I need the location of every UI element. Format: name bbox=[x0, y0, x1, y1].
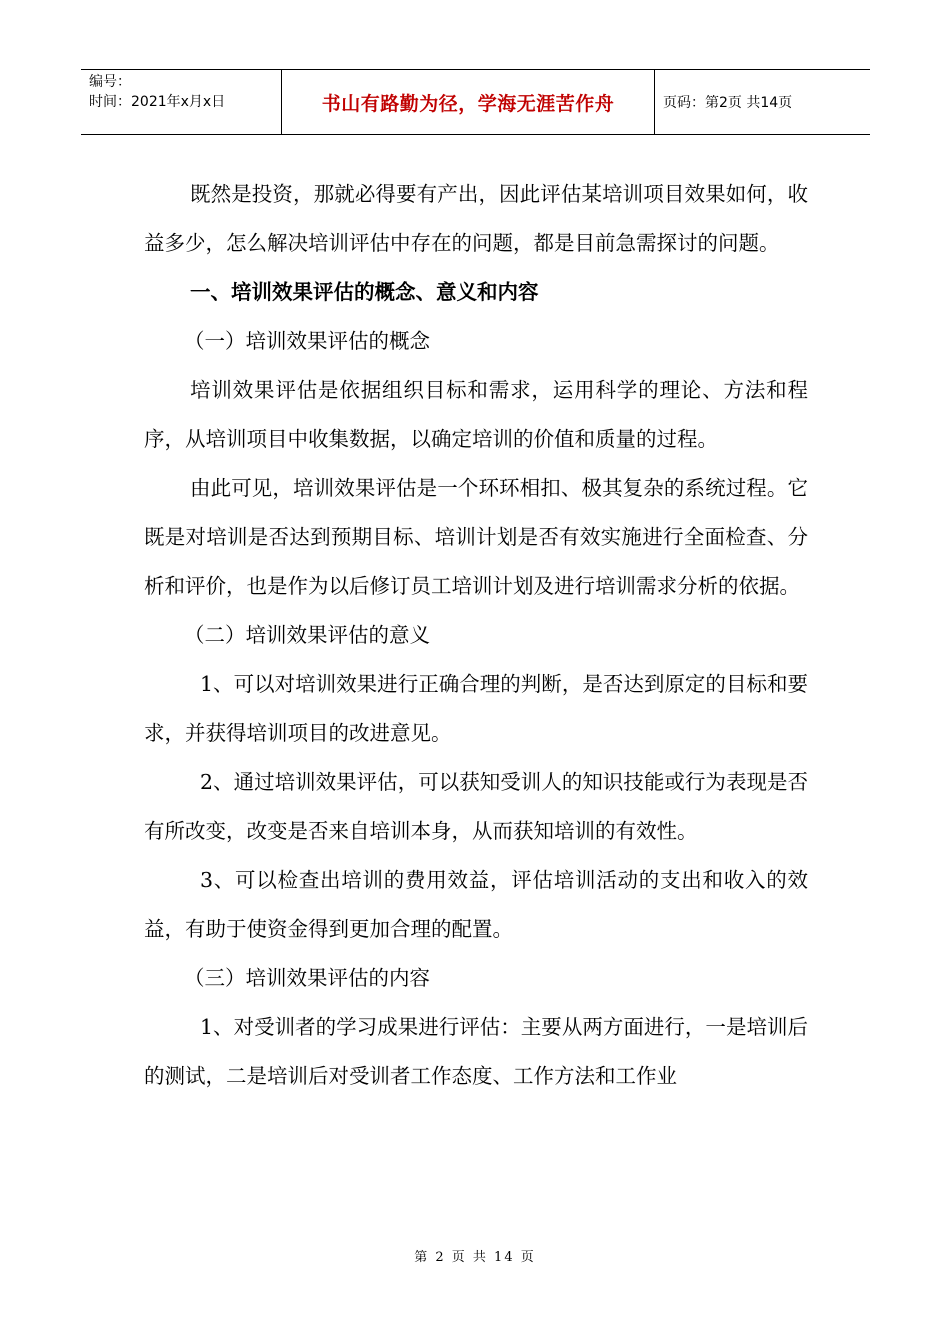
header-meta-cell bbox=[81, 70, 282, 134]
header-motto: 书山有路勤为径，学海无涯苦作舟 bbox=[282, 70, 655, 134]
header-table bbox=[81, 69, 870, 135]
time-label: 时间：2021年x月x日 bbox=[89, 94, 226, 110]
list-item: 1、可以对培训效果进行正确合理的判断，是否达到原定的目标和要求，并获得培训项目的改进意见。 bbox=[144, 672, 808, 745]
number-label: 编号： bbox=[89, 74, 131, 90]
paragraph: 培训效果评估是依据组织目标和需求，运用科学的理论、方法和程序，从培训项目中收集数据，以确定培训的价值和质量的过程。 bbox=[144, 378, 808, 451]
section-heading: 一、培训效果评估的概念、意义和内容 bbox=[190, 280, 539, 304]
list-item: 2、通过培训效果评估，可以获知受训人的知识技能或行为表现是否有所改变，改变是否来自培训本身，从而获知培训的有效性。 bbox=[144, 770, 808, 843]
subsection-heading: （二）培训效果评估的意义 bbox=[184, 623, 430, 647]
page-footer: 第 2 页 共 14 页 bbox=[414, 1250, 536, 1265]
list-item: 1、对受训者的学习成果进行评估：主要从两方面进行，一是培训后的测试，二是培训后对受训者工作态度、工作方法和工作业 bbox=[144, 1015, 808, 1088]
paragraph: 既然是投资，那就必得要有产出，因此评估某培训项目效果如何，收益多少，怎么解决培训评估中存在的问题，都是目前急需探讨的问题。 bbox=[144, 182, 808, 255]
header-page-info: 页码：第2页 共14页 bbox=[663, 95, 793, 111]
subsection-heading: （一）培训效果评估的概念 bbox=[184, 329, 430, 353]
subsection-heading: （三）培训效果评估的内容 bbox=[184, 966, 430, 990]
list-item: 3、可以检查出培训的费用效益，评估培训活动的支出和收入的效益，有助于使资金得到更加合理的配置。 bbox=[144, 868, 808, 941]
paragraph: 由此可见，培训效果评估是一个环环相扣、极其复杂的系统过程。它既是对培训是否达到预期目标、培训计划是否有效实施进行全面检查、分析和评价，也是作为以后修订员工培训计划及进行培训需求分析的依据。 bbox=[144, 476, 808, 598]
document-body bbox=[144, 170, 808, 1101]
